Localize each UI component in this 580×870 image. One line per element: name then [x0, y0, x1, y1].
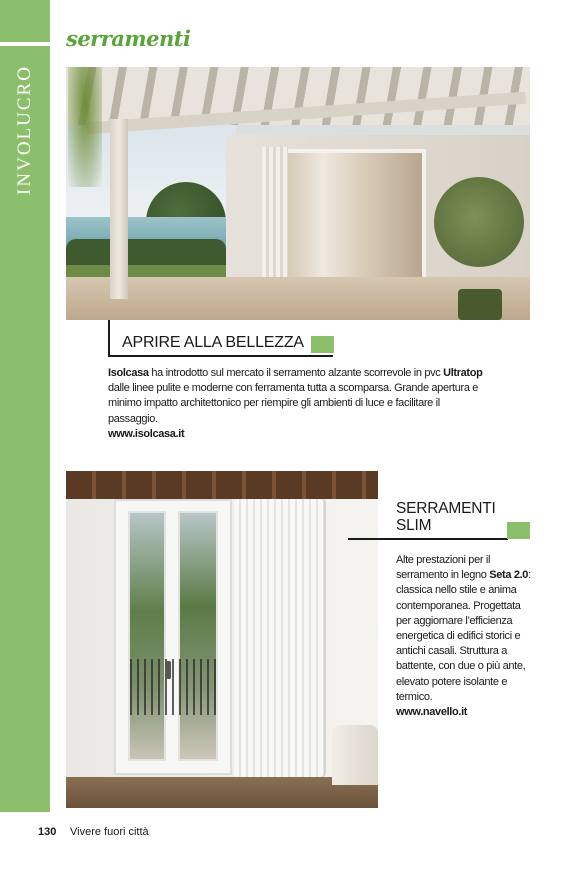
body-text: : classica nello stile e anima contemporanea. Progettata per aggiornare l’efficienza energetica di edifici storici e antichi casali. Struttura a battente, con due o più ante, elevato potere isolante e termico.	[396, 569, 531, 703]
body-text: dalle linee pulite e moderne con ferramenta tutta a scomparsa. Grande apertura e minimo impatto architettonico per riempire gli ambienti di luce e facilitare il passaggio.	[108, 382, 479, 425]
product-name: Seta 2.0	[489, 569, 529, 582]
magazine-name: Vivere fuori città	[70, 826, 149, 838]
article-title-line: SLIM	[396, 517, 432, 534]
caption-underline	[348, 538, 508, 540]
article-title	[396, 500, 496, 534]
caption-underline	[108, 355, 333, 357]
article-title-line: SERRAMENTI	[396, 500, 496, 517]
side-top-tab	[0, 0, 50, 46]
article-body	[396, 553, 534, 720]
window-with-shutter-photo	[66, 471, 378, 808]
section-tag: serramenti	[66, 26, 191, 51]
body-text: Alte prestazioni per il serramento in legno	[396, 554, 491, 582]
website-link[interactable]: www.navello.it	[396, 706, 468, 719]
product-name: Ultratop	[443, 367, 483, 379]
website-link[interactable]: www.isolcasa.it	[108, 427, 185, 440]
page-number: 130	[38, 826, 57, 838]
body-text: ha introdotto sul mercato il serramento alzante scorrevole in pvc	[148, 367, 444, 379]
veranda-sliding-door-photo	[66, 67, 530, 320]
accent-square	[311, 336, 334, 353]
section-side-label: INVOLUCRO	[14, 65, 35, 195]
caption-bracket-vertical	[108, 320, 110, 357]
article-title: APRIRE ALLA BELLEZZA	[122, 334, 304, 351]
brand-name: Isolcasa	[108, 367, 149, 379]
article-body	[108, 366, 488, 442]
accent-square	[507, 522, 530, 539]
